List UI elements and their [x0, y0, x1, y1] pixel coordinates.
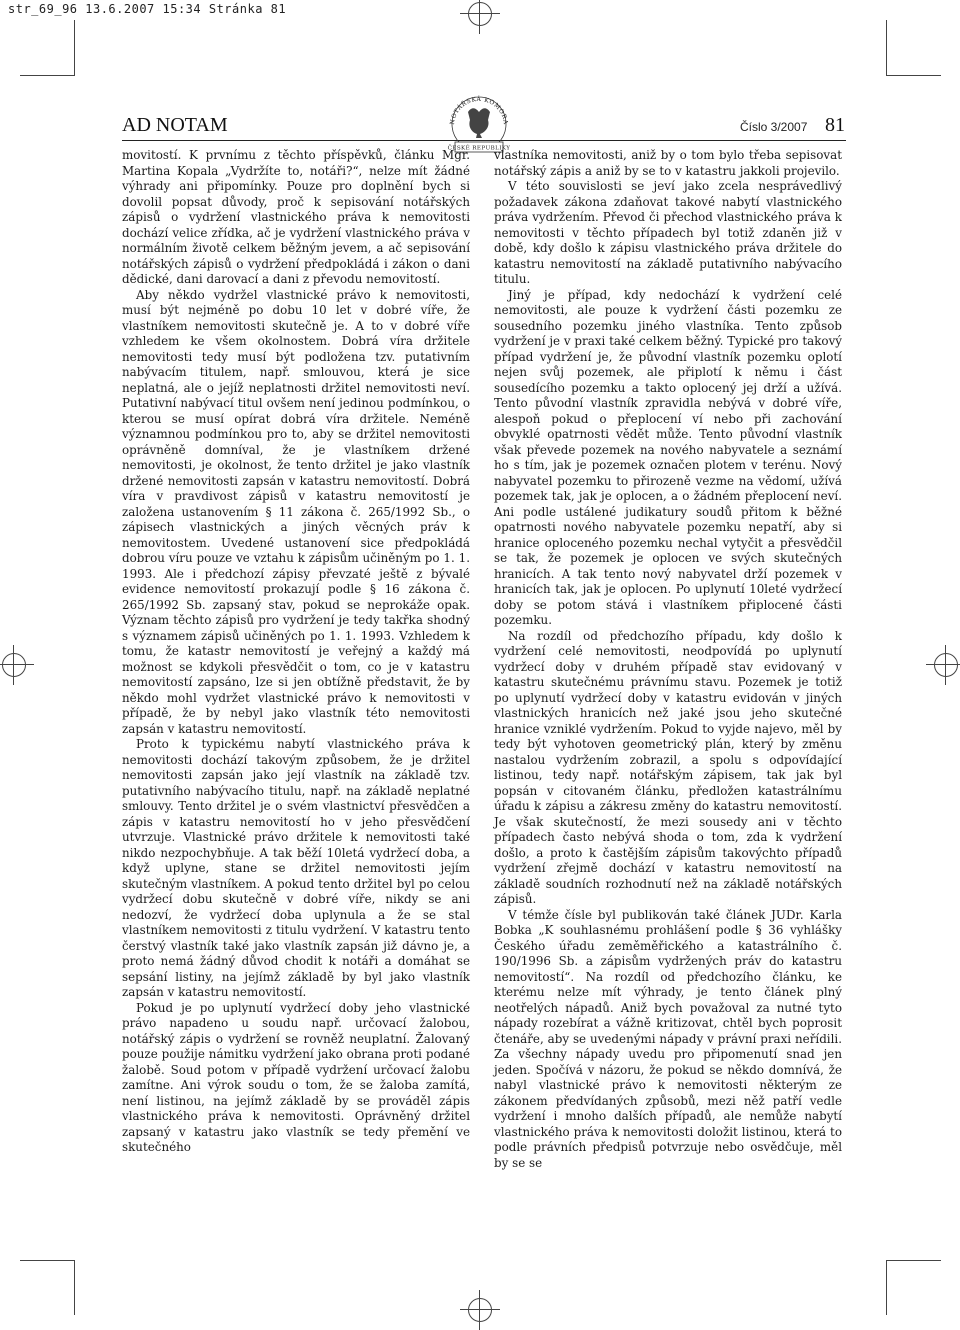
right-column — [494, 148, 842, 1208]
crop-mark — [74, 1260, 75, 1315]
registration-mark-left — [0, 645, 34, 685]
crop-mark — [20, 1260, 75, 1261]
lion-emblem-icon — [468, 108, 490, 138]
journal-title: AD NOTAM — [122, 114, 228, 136]
page-number: 81 — [825, 114, 845, 136]
print-slug: str_69_96 13.6.2007 15:34 Stránka 81 — [8, 2, 287, 16]
paragraph: vlastníka nemovitosti, aniž by o tom bylo třeba sepisovat notářský zápis a aniž by se to v katastru jakkoli projevilo. — [494, 148, 842, 178]
registration-mark-bottom — [460, 1290, 500, 1330]
crop-mark — [20, 75, 75, 76]
logo-text-bottom: ČESKÉ REPUBLIKY — [447, 145, 511, 152]
paragraph: V témže čísle byl publikován také článek JUDr. Karla Bobka „K souhlasnému prohlášení podle § 36 vyhlášky Českého úřadu zeměměřického a katastrálního č. 190/1996 Sb. a zápisům vydržených práv do katastru nemovitostí“. Na rozdíl od předchozího článku, ke kterému nelze mít výhrady, je tento článek plný neotřelých nápadů. Aniž bych považoval za nutné tyto nápady rozebírat a vážně kritizovat, chtěl bych poprosit čtenáře, aby se uvedenými nápady v právní praxi neřídili. Za všechny nápady uvedu pro připomenutí snad jen jeden. Spočívá v názoru, že pokud se někdo domnívá, že nabyl vlastnické právo k nemovitosti některým ze zákonem předvídaných způsobů, mezi něž patří vedle vydržení i mnoho dalších případů, ale nemůže nabytí vlastnického práva k nemovitosti doložit listinou, která to podle právních předpisů potvrzuje nebo osvědčuje, měl by se se — [494, 907, 842, 1170]
paragraph: Na rozdíl od předchozího případu, kdy došlo k vydržení celé nemovitosti, neodpovídá po uplynutí vydržecí doby v druhém případě stav evidovaný v katastru skutečnému právnímu stavu. Pozemek je totiž po uplynutí vydržecí doby v katastru evidován v jiných vlastnických hranicích než jaké jsou jeho skutečné hranice vzniklé vydržením. Pokud to vyjde najevo, měl by tedy být vyhotoven geometrický plán, který by změnu nastalou vydržením zobrazil, a spolu s odpovídající listinou, tedy např. notářským zápisem, tak jak byl popsán v citovaném článku, předložen katastrálnímu úřadu k zápisu a zákresu změny do katastru nemovitostí. Je však skutečností, že mezi sousedy ani v těchto případech často nebývá shoda o tom, zda k vydržení došlo, a proto k častějším zápisům takovýchto případů vydržení zřejmě dochází v katastru nemovitostí na základě soudních rozhodnutí než na základě notářských zápisů. — [494, 628, 842, 906]
paragraph: Proto k typickému nabytí vlastnického práva k nemovitosti dochází takovým způsobem, že je držitel nemovitosti zapsán jako její vlastník na základě tzv. putativního nabývacího titulu, např. na základě neplatné smlouvy. Tento držitel je o svém vlastnictví přesvědčen a zápis v katastru nemovitostí ho v jeho přesvědčení utvrzuje. Vlastnické právo držitele k nemovitosti také nikdo nezpochybňuje. A tak běží 10letá vydržecí doba, a když uplyne, stane se držitel nemovitosti jejím skutečným vlastníkem. A pokud tento držitel byl po celou vydržecí dobu skutečně v dobré víře, nikdy se ani nedozví, že vydržecí doba uplynula a že se stal vlastníkem nemovitosti z titulu vydržení. V katastru tento čerstvý vlastník také jako vlastník zapsán již dávno je, a proto nemá žádný důvod chodit k notáři a domáhat se sepsání listiny, na jejímž základě by byl jako vlastník zapsán v katastru nemovitostí. — [122, 737, 470, 999]
paragraph: Pokud je po uplynutí vydržecí doby jeho vlastnické právo napadeno u soudu např. určovací žalobou, notářský zápis o vydržení se rovněž neuplatní. Žalovaný pouze použije námitku vydržení jako obrana proti podané žalobě. Soud potom v případě vydržení určovací žalobu zamítne. Ani výrok soudu o tom, že se žaloba zamítá, není listinou, na jejímž základě by se prováděl zápis vlastnického práva k nemovitosti. Oprávněný držitel zapsaný v katastru jako vlastník se tedy přemění ve skutečného — [122, 1000, 470, 1154]
logo-text-top: NOTÁŘSKÁ KOMORA — [448, 95, 510, 126]
registration-mark-top — [460, 0, 500, 34]
crop-mark — [886, 1260, 941, 1261]
left-column — [122, 148, 470, 1258]
paragraph: V této souvislosti se jeví jako zcela nesprávedlivý požadavek zákona zdaňovat takové nabytí vlastnického práva vydržením. Převod či přechod vlastnického práva k nemovitosti v těchto případech byl totiž zdaněn již v době, kdy došlo k zápisu vlastnického práva držitele do katastru nemovitostí na základě putativního nabývacího titulu. — [494, 179, 842, 286]
crop-mark — [886, 1260, 887, 1315]
paragraph: Jiný je případ, kdy nedochází k vydržení celé nemovitosti, ale pouze k vydržení části pozemku ze sousedního pozemku jiného vlastníka. Tento způsob vydržení je v praxi také celkem běžný. Typické pro takový případ vydržení je, že původní vlastník pozemku oplotí nejen svůj pozemek, ale připlotí k němu i část sousedícího pozemku a takto oplocený jej drží a užívá. Tento původní vlastník zpravidla nebývá v dobré víře, alespoň pokud o přeplocení ví nebo při zachování obvyklé opatrnosti vědět může. Tento původní vlastník však převede pozemek na nového nabyvatele a seznámí ho s tím, jak je pozemek označen plotem v terénu. Nový nabyvatel pozemku to přirozeně vezme na vědomí, užívá pozemek tak, jak je oplocen, a o žádném přeplocení neví. Ani podle ustálené judikatury soudů přitom k běžné opatrnosti nového nabyvatele pozemku nepatří, aby si hranice oploceného pozemku nechal vytyčit a přesvědčil se tak, že pozemek je oplocen ve svých skutečných hranicích. A tak tento nový nabyvatel drží pozemek v hranicích tak, jak je oplocen. Po uplynutí 10leté vydržecí doby se potom stává i vlastníkem připlocené části pozemku. — [494, 287, 842, 627]
paragraph: Aby někdo vydržel vlastnické právo k nemovitosti, musí být nejméně po dobu 10 let v dobré víře, že vlastníkem nemovitosti skutečně je. A to v dobré víře vzhledem ke všem okolnostem. Dobrá víra držitele nemovitosti tedy musí být podložena tzv. putativním nabývacím titulem, např. smlouvou, která je sice neplatná, ale o jejíž neplatnosti držitel nemovitosti neví. Putativní nabývací titul ovšem není jedinou podmínkou, o kterou se musí opírat dobrá víra držitele. Neméně významnou podmínkou pro to, aby se držitel nemovitosti oprávněně domníval, že je vlastníkem držené nemovitosti, je okolnost, že tento držitel je jako vlastník držené nemovitosti zapsán v katastru nemovitostí. Dobrá víra v pravdivost zápisů v katastru nemovitostí je založena ustanovením § 11 zákona č. 265/1992 Sb., o zápisech vlastnických a jiných věcných práv k nemovitostem. Uvedené ustanovení sice předpokládá dobrou víru pouze ve vztahu k zápisům učiněným po 1. 1. 1993. Ale i předchozí zápisy převzaté ještě z bývalé evidence nemovitostí prokazují podle § 16 zákona č. 265/1992 Sb. zapsaný stav, pokud se neprokáže opak. Význam těchto zápisů pro vydržení je tedy takřka shodný s významem zápisů učiněných po 1. 1. 1993. Vzhledem k tomu, že katastr nemovitostí je veřejný a každý má možnost se kdykoli přesvědčit o tom, co je v katastru nemovitostí zapsáno, lze si jen obtížně představit, že by někdo mohl vydržet vlastnické právo k nemovitosti v případě, že by nebyl jako vlastník této nemovitosti zapsán v katastru nemovitostí. — [122, 287, 470, 736]
notary-chamber-logo — [446, 86, 512, 156]
crop-mark — [886, 20, 887, 75]
issue-number: Číslo 3/2007 — [740, 120, 808, 134]
registration-mark-right — [926, 645, 960, 685]
paragraph: movitostí. K prvnímu z těchto příspěvků, článku Mgr. Martina Kopala „Vydržíte to, notáři?“, nelze mít žádné výhrady ani připomínky. Pouze pro doplnění bych si dovolil popsat důvody, proč k sepisování notářských zápisů o vydržení vlastnického práva k nemovitosti dochází velice zřídka, ač je vydržení vlastnického práva v normálním životě celkem běžným jevem, a ač sepisování notářských zápisů o vydržení předpokládá i zákon o dani dědické, dani darovací a dani z převodu nemovitostí. — [122, 148, 470, 286]
crop-mark — [74, 20, 75, 75]
crop-mark — [886, 75, 941, 76]
